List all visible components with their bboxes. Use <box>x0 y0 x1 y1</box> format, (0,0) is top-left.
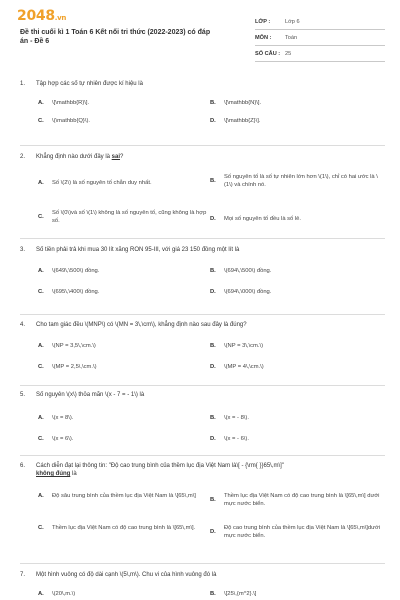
option-text: \(694\,\000\) đồng. <box>224 289 272 295</box>
meta-key: MÔN : <box>255 34 272 41</box>
option-text: \(MP = 4\,\cm.\) <box>224 364 264 370</box>
option-letter: C. <box>38 436 44 442</box>
question-number: 7. <box>20 572 26 578</box>
stem-emphasis: sai <box>111 154 121 160</box>
option-letter: B. <box>210 343 216 349</box>
option-letter: A. <box>38 268 44 274</box>
option-letter: C. <box>38 289 44 295</box>
option-letter: D. <box>210 529 216 536</box>
stem-emphasis: không đúng <box>36 471 71 478</box>
option-text: \(x = - 8\). <box>224 415 249 421</box>
question-stem: Cho tam giác đều \(MNP\) có \(MN = 3\,\cm\), khẳng định nào sau đây là đúng? <box>36 322 247 328</box>
option-letter: C. <box>38 214 44 221</box>
question-number: 4. <box>20 322 26 328</box>
option-letter: D. <box>210 118 216 124</box>
logo-text: 2048 <box>17 8 55 24</box>
question-divider <box>20 563 385 564</box>
question-divider <box>20 385 385 386</box>
question-divider <box>20 238 385 239</box>
option-text: Độ cao trung bình của thềm lục địa Việt Nam là \[65\,m\]dưới mực nước biển. <box>224 525 381 540</box>
option-b[interactable] <box>210 173 385 190</box>
question-stem: Số nguyên \(x\) thỏa mãn \(x - 7 = - 1\) là <box>36 392 145 398</box>
question-stem: Một hình vuông có độ dài cạnh \(5\,m\). Chu vi của hình vuông đó là <box>36 572 217 578</box>
stem-after: là <box>70 471 77 478</box>
option-letter: D. <box>210 289 216 295</box>
option-text: \(x = 8\). <box>52 415 74 421</box>
question-7 <box>20 571 385 597</box>
question-number: 5. <box>20 392 26 398</box>
question-divider <box>20 145 385 146</box>
meta-key: LỚP : <box>255 18 271 25</box>
option-d[interactable] <box>210 288 385 296</box>
meta-value: 25 <box>285 50 292 57</box>
option-a[interactable] <box>38 414 213 422</box>
question-stem <box>36 462 284 478</box>
option-text: \(695\,\400\) đồng. <box>52 289 100 295</box>
question-divider <box>20 314 385 315</box>
option-b[interactable] <box>210 492 385 509</box>
option-text: Độ sâu trung bình của thềm lục địa Việt Nam là \[65\,m\] <box>52 493 196 499</box>
option-letter: B. <box>210 178 216 185</box>
option-d[interactable] <box>210 435 385 443</box>
question-2 <box>20 153 385 225</box>
option-b[interactable] <box>210 414 385 422</box>
meta-key: SỐ CÂU : <box>255 50 281 57</box>
option-c[interactable] <box>38 117 213 125</box>
exam-title: Đề thi cuối kì 1 Toán 6 Kết nối tri thức (2022-2023) có đáp án - Đề 6 <box>20 29 211 46</box>
meta-value: Toán <box>285 34 298 41</box>
option-a[interactable] <box>38 492 213 500</box>
meta-value: Lớp 6 <box>285 18 300 25</box>
option-letter: A. <box>38 493 44 499</box>
option-text: Thềm lục địa Việt Nam có độ cao trung bình là \[65\,m\] dưới mực nước biển. <box>224 493 380 508</box>
option-b[interactable] <box>210 267 385 275</box>
question-5 <box>20 391 385 442</box>
exam-meta <box>255 14 385 62</box>
option-a[interactable] <box>38 179 213 187</box>
question-number: 3. <box>20 247 26 253</box>
meta-row-count <box>255 46 385 62</box>
option-b[interactable] <box>210 99 385 107</box>
question-number: 2. <box>20 154 26 160</box>
option-a[interactable] <box>38 342 213 350</box>
option-letter: C. <box>38 118 44 124</box>
option-text: \[\mathbb{R}\]. <box>52 100 90 106</box>
option-text: Số \(0\)và số \(1\) không là số nguyên tố, cũng không là hợp số. <box>52 210 207 225</box>
question-divider <box>20 455 385 456</box>
option-letter: C. <box>38 525 44 531</box>
option-text: Thềm lục địa Việt Nam có độ cao trung bình là \[65\,m\]. <box>52 525 196 531</box>
logo-suffix: .vn <box>54 14 67 22</box>
option-text: Số nguyên tố là số tự nhiên lớn hơn \(1\), chỉ có hai ước là \(1\) và chính nó. <box>224 174 378 189</box>
question-3 <box>20 246 385 295</box>
option-a[interactable] <box>38 267 213 275</box>
option-text: \(NP = 3\,\cm.\) <box>224 343 264 349</box>
option-letter: B. <box>210 591 216 597</box>
option-letter: A. <box>38 415 44 421</box>
option-text: Mọi số nguyên tố đều là số lẻ. <box>224 216 302 222</box>
option-a[interactable] <box>38 99 213 107</box>
option-text: \(NP = 3,5\,\cm.\) <box>52 343 96 349</box>
option-letter: B. <box>210 100 216 106</box>
option-text: \(649\,\500\) đồng. <box>52 268 100 274</box>
option-letter: A. <box>38 180 44 186</box>
option-text: \(694\,\500\) đồng. <box>224 268 272 274</box>
option-a[interactable] <box>38 590 213 598</box>
option-c[interactable] <box>38 209 213 226</box>
option-text: \[\mathbb{N}\]. <box>224 100 262 106</box>
meta-row-subject <box>255 30 385 46</box>
question-4 <box>20 321 385 370</box>
option-text: \(x = 6\). <box>52 436 74 442</box>
option-text: \(x = - 6\). <box>224 436 249 442</box>
option-d[interactable] <box>210 363 385 371</box>
option-c[interactable] <box>38 435 213 443</box>
site-logo[interactable] <box>17 8 66 24</box>
option-text: \(MP = 2,5\,\cm.\) <box>52 364 97 370</box>
option-text: \(\mathbb{Q}\). <box>52 118 91 124</box>
stem-after: ? <box>120 154 124 160</box>
question-stem: Số tiền phải trả khi mua 30 lít xăng RON 95-III, với giá 23 150 đồng một lít là <box>36 247 240 253</box>
option-c[interactable] <box>38 363 213 371</box>
option-text: \[25\,{m^2}.\] <box>224 591 257 597</box>
option-letter: A. <box>38 591 44 597</box>
option-letter: B. <box>210 268 216 274</box>
option-text: \[\mathbb{Z}\]. <box>224 118 261 124</box>
option-letter: B. <box>210 497 216 504</box>
option-letter: D. <box>210 436 216 442</box>
question-stem: Tập hợp các số tự nhiên được kí hiệu là <box>36 81 143 87</box>
option-d[interactable] <box>210 215 385 223</box>
option-letter: D. <box>210 216 216 222</box>
option-c[interactable] <box>38 524 213 532</box>
option-d[interactable] <box>210 117 385 125</box>
question-6 <box>20 462 385 540</box>
option-letter: A. <box>38 100 44 106</box>
option-text: \(20\,m.\) <box>52 591 76 597</box>
question-1 <box>20 80 385 124</box>
option-letter: A. <box>38 343 44 349</box>
option-b[interactable] <box>210 590 385 598</box>
option-letter: C. <box>38 364 44 370</box>
stem-before: Khẳng định nào dưới đây là <box>36 154 112 160</box>
page-header <box>0 0 400 65</box>
option-letter: D. <box>210 364 216 370</box>
question-number: 1. <box>20 81 26 87</box>
option-b[interactable] <box>210 342 385 350</box>
option-c[interactable] <box>38 288 213 296</box>
stem-before: Cách diễn đạt lại thông tin: "Độ cao trung bình của thềm lục địa Việt Nam là\[ - {\rm{ }}65\,m\]" <box>36 463 284 469</box>
meta-row-grade <box>255 14 385 30</box>
question-number: 6. <box>20 463 26 469</box>
option-text: Số \(2\) là số nguyên tố chẵn duy nhất. <box>52 180 152 186</box>
question-stem <box>36 153 123 161</box>
option-d[interactable] <box>210 524 385 541</box>
option-letter: B. <box>210 415 216 421</box>
